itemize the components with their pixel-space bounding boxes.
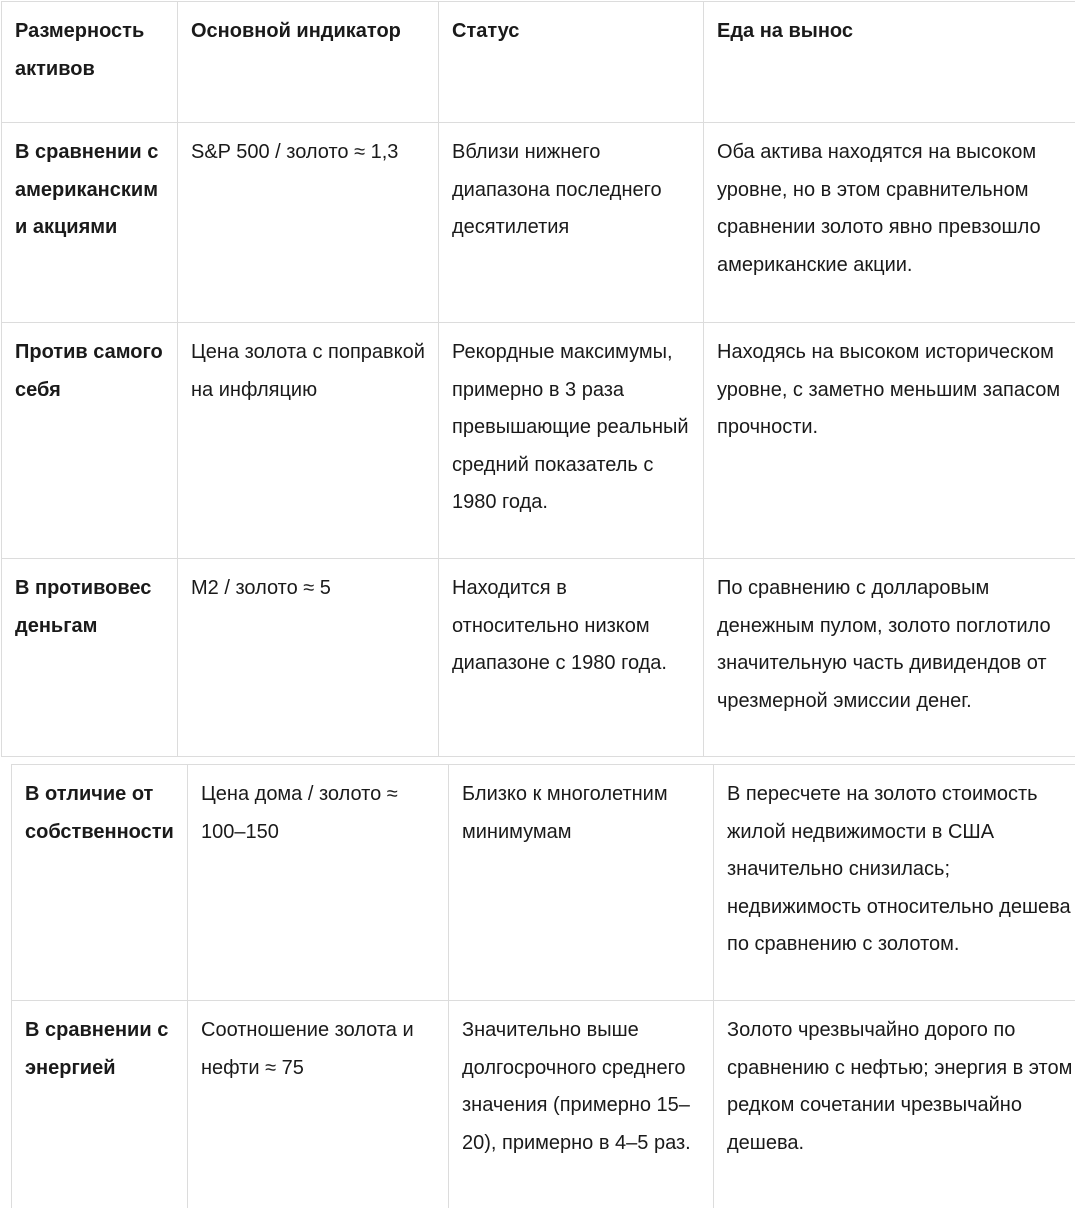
cell-status-property: Близко к многолетним минимумам (449, 765, 714, 1001)
cell-dimension-us-stocks: В сравнении с американскими акциями (2, 123, 178, 323)
header-cell-indicator: Основной индикатор (178, 2, 439, 123)
cell-takeaway-property: В пересчете на золото стоимость жилой недвижимости в США значительно снизилась; недвижимость относительно дешева по сравнению с золотом. (714, 765, 1075, 1001)
cell-dimension-energy: В сравнении с энергией (12, 1001, 188, 1208)
cell-indicator-property: Цена дома / золото ≈ 100–150 (188, 765, 449, 1001)
asset-comparison-table-upper (1, 1, 1075, 757)
cell-takeaway-itself: Находясь на высоком историческом уровне, с заметно меньшим запасом прочности. (704, 323, 1075, 559)
cell-dimension-money: В противовес деньгам (2, 559, 178, 757)
table-row (12, 1001, 1075, 1208)
cell-indicator-us-stocks: S&P 500 / золото ≈ 1,3 (178, 123, 439, 323)
cell-dimension-property: В отличие от собственности (12, 765, 188, 1001)
cell-status-energy: Значительно выше долгосрочного среднего значения (примерно 15–20), примерно в 4–5 раз. (449, 1001, 714, 1208)
cell-indicator-energy: Соотношение золота и нефти ≈ 75 (188, 1001, 449, 1208)
table-row (2, 123, 1075, 323)
header-cell-status: Статус (439, 2, 704, 123)
header-cell-dimension: Размерность активов (2, 2, 178, 123)
cell-status-itself: Рекордные максимумы, примерно в 3 раза превышающие реальный средний показатель с 1980 года. (439, 323, 704, 559)
cell-indicator-itself: Цена золота с поправкой на инфляцию (178, 323, 439, 559)
cell-status-money: Находится в относительно низком диапазоне с 1980 года. (439, 559, 704, 757)
table-row (2, 559, 1075, 757)
cell-takeaway-us-stocks: Оба актива находятся на высоком уровне, но в этом сравнительном сравнении золото явно превзошло американские акции. (704, 123, 1075, 323)
cell-indicator-money: M2 / золото ≈ 5 (178, 559, 439, 757)
table-row (2, 323, 1075, 559)
cell-status-us-stocks: Вблизи нижнего диапазона последнего десятилетия (439, 123, 704, 323)
table-row (12, 765, 1075, 1001)
header-row (2, 2, 1075, 123)
cell-takeaway-energy: Золото чрезвычайно дорого по сравнению с нефтью; энергия в этом редком сочетании чрезвычайно дешева. (714, 1001, 1075, 1208)
asset-comparison-table-lower (11, 764, 1075, 1208)
cell-dimension-itself: Против самого себя (2, 323, 178, 559)
header-cell-takeaway: Еда на вынос (704, 2, 1075, 123)
cell-takeaway-money: По сравнению с долларовым денежным пулом, золото поглотило значительную часть дивидендов от чрезмерной эмиссии денег. (704, 559, 1075, 757)
